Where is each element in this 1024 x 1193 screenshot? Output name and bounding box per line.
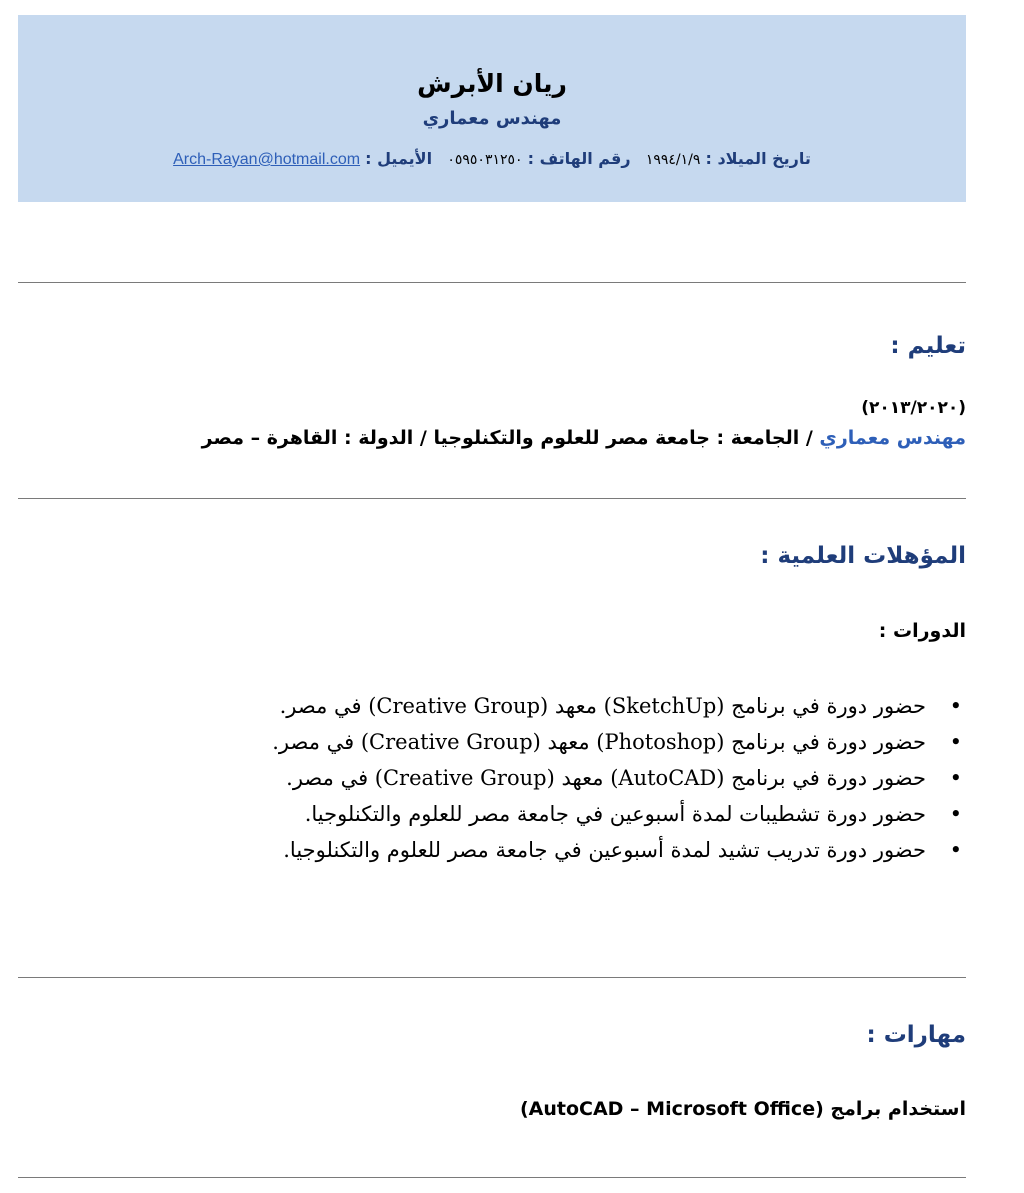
- education-university: / الجامعة : جامعة مصر للعلوم والتكنلوجيا / الدولة : القاهرة – مصر: [201, 427, 820, 449]
- qualifications-title: المؤهلات العلمية :: [760, 543, 966, 569]
- email-label: الأيميل :: [365, 149, 433, 168]
- courses-list: [272, 688, 966, 868]
- divider: [18, 282, 966, 283]
- email-link[interactable]: Arch-Rayan@hotmail.com: [173, 151, 361, 168]
- birth-date-value: ١٩٩٤/١/٩: [645, 152, 701, 168]
- phone-label: رقم الهاتف :: [527, 149, 631, 168]
- courses-title: الدورات :: [878, 620, 966, 642]
- bullet-icon: •: [949, 694, 962, 718]
- candidate-job-title: مهندس معماري: [422, 108, 562, 129]
- course-text: حضور دورة في برنامج (SketchUp) معهد (Creative Group) في مصر.: [279, 694, 926, 718]
- divider: [18, 498, 966, 499]
- skills-title: مهارات :: [866, 1022, 966, 1048]
- course-text: حضور دورة تدريب تشيد لمدة أسبوعين في جامعة مصر للعلوم والتكنلوجيا.: [283, 838, 926, 862]
- phone-value: ٠٥٩٥٠٣١٢٥٠: [447, 152, 523, 168]
- list-item: [272, 760, 962, 796]
- list-item: [272, 832, 962, 868]
- list-item: [272, 688, 962, 724]
- bullet-icon: •: [949, 802, 962, 826]
- education-degree: مهندس معماري: [819, 427, 966, 449]
- course-text: حضور دورة في برنامج (Photoshop) معهد (Creative Group) في مصر.: [272, 730, 926, 754]
- candidate-name: ريان الأبرش: [417, 69, 567, 98]
- list-item: [272, 796, 962, 832]
- bullet-icon: •: [949, 766, 962, 790]
- header-banner: [18, 15, 966, 202]
- divider: [18, 1177, 966, 1178]
- course-text: حضور دورة في برنامج (AutoCAD) معهد (Creative Group) في مصر.: [286, 766, 926, 790]
- skills-line: استخدام برامج (AutoCAD – Microsoft Office): [519, 1098, 966, 1120]
- education-details: [202, 427, 966, 449]
- divider: [18, 977, 966, 978]
- education-title: تعليم :: [890, 333, 966, 359]
- contact-line: [18, 149, 966, 169]
- bullet-icon: •: [949, 730, 962, 754]
- birth-date-label: تاريخ الميلاد :: [705, 149, 811, 168]
- education-years: (٢٠١٣/٢٠٢٠): [861, 398, 966, 418]
- bullet-icon: •: [949, 838, 962, 862]
- course-text: حضور دورة تشطيبات لمدة أسبوعين في جامعة مصر للعلوم والتكنلوجيا.: [304, 802, 926, 826]
- list-item: [272, 724, 962, 760]
